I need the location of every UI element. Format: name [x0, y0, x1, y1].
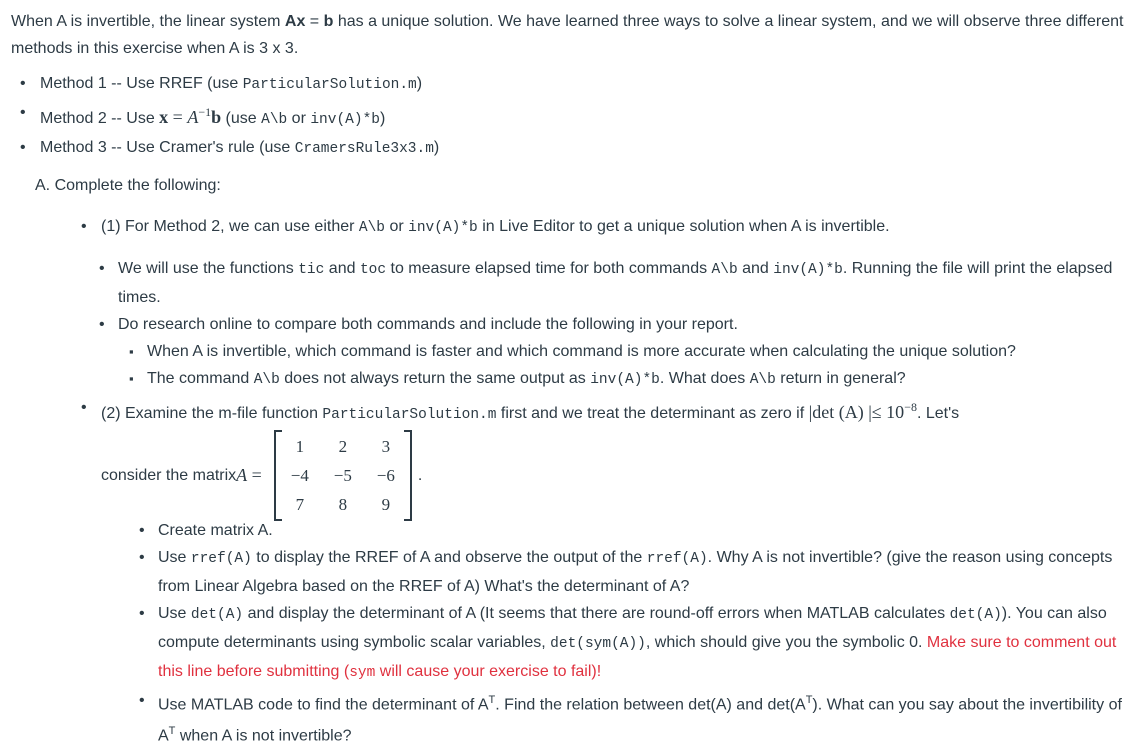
s3-code-2: det(A): [949, 607, 1002, 623]
q2-code-3: A\b: [749, 372, 776, 388]
s4-text-2: . Find the relation between det(A) and det(A: [495, 696, 806, 714]
consider-text: consider the matrix: [101, 466, 237, 484]
s2-text-3: . Why A is not invertible? (give the reason using concepts from Linear Algebra based on the RREF of A) What's the determinant of A?: [158, 549, 1113, 595]
task-1-code-1: A\b: [358, 220, 386, 236]
matrix-definition: [101, 425, 1137, 525]
s2-code-1: rref(A): [190, 551, 252, 567]
q2-text-3: . What does: [659, 370, 750, 387]
method-1-tail: ): [416, 75, 423, 92]
s3-text-4: , which should give you the symbolic 0.: [645, 634, 927, 651]
intro-text-2: has a unique solution. We have learned three ways to solve a linear system, and we will observe three different methods in this exercise when A is 3 x 3.: [11, 13, 1124, 57]
sub1-text-5: . Running the file will print the elapsed times.: [118, 260, 1113, 306]
s4-text-1: Use MATLAB code to find the determinant of A: [158, 696, 489, 714]
task-1-sub-2: [72, 311, 1137, 394]
method-3-text: Method 3 -- Use Cramer's rule (use: [40, 139, 295, 156]
det-condition-exp: −8: [904, 400, 917, 414]
s3-text-3: ). You can also compute determinants using symbolic scalar variables,: [158, 605, 1107, 651]
method-3-tail: ): [433, 139, 440, 156]
q2-text-1: The command: [147, 370, 254, 387]
method-2-or: or: [287, 110, 311, 127]
s2-code-2: rref(A): [646, 551, 708, 567]
tasks-list: [72, 213, 1137, 429]
q2-text-2: does not always return the same output as: [279, 370, 591, 387]
sub1-text-4: and: [737, 260, 774, 277]
task-1-text-1: (1) For Method 2, we can use either: [101, 218, 359, 235]
s3-code-3: det(sym(A)): [550, 636, 646, 652]
task-1-text-2: or: [385, 218, 409, 235]
sub1-text-3: to measure elapsed time for both commands: [386, 260, 712, 277]
method-2: [11, 99, 1137, 134]
task-2-sub-2: [112, 544, 1137, 600]
task-2-sub-1: • Create matrix A.: [112, 517, 1137, 544]
task-2-sub-4: [112, 687, 1137, 750]
s2-text-2: to display the RREF of A and observe the output of the: [251, 549, 647, 566]
task-1: [72, 213, 1137, 394]
warning-text-1: Make sure to comment out this line before submitting (: [158, 634, 1117, 680]
det-condition-text: |det (A) |≤ 10: [808, 402, 905, 422]
task-2-text-1: (2) Examine the m-file function: [101, 405, 323, 422]
method-1: [11, 70, 1137, 99]
math-eq: =: [168, 107, 188, 127]
q2-code-2: inv(A)*b: [590, 372, 660, 388]
method-2-mid: (use: [221, 110, 262, 127]
matrix-cell: 8: [338, 494, 348, 514]
method-2-math: [159, 107, 221, 127]
matrix-cell: 9: [381, 494, 391, 514]
matrix-cell: 3: [381, 436, 391, 456]
task-1-sub-1: [72, 255, 1137, 311]
warning-code: sym: [349, 665, 376, 681]
math-b: b: [211, 107, 222, 127]
s3-code-1: det(A): [190, 607, 244, 623]
task-1-sublist: [72, 255, 1137, 394]
matrix-cell: −6: [376, 465, 395, 485]
s4-text-4: when A is not invertible?: [175, 727, 352, 745]
matrix-period: .: [417, 466, 423, 484]
method-1-text: Method 1 -- Use RREF (use: [40, 75, 243, 92]
sub2-text: Do research online to compare both commands and include the following in your report.: [118, 316, 738, 333]
q2-code-1: A\b: [253, 372, 280, 388]
method-2-code-2: inv(A)*b: [310, 112, 380, 128]
task-2-sublist: [112, 517, 1137, 750]
s4-sup-1: T: [488, 694, 496, 706]
intro-b: b: [323, 13, 334, 30]
math-A: A: [187, 107, 199, 127]
matrix-cell: −4: [290, 465, 309, 485]
sub1-text-2: and: [324, 260, 360, 277]
task-2-text-2: first and we treat the determinant as zero if: [496, 405, 809, 422]
section-a-heading: A. Complete the following:: [35, 177, 221, 194]
s4-sup-3: T: [168, 725, 176, 738]
sub1-code-3: A\b: [711, 262, 738, 278]
det-condition: [809, 402, 917, 422]
task-2-code: ParticularSolution.m: [322, 407, 497, 423]
math-x: x: [159, 107, 169, 127]
sub1-text-1: We will use the functions: [118, 260, 299, 277]
method-2-text: Method 2 -- Use: [40, 110, 160, 127]
matrix-cell: 7: [295, 494, 305, 514]
sub1-code-toc: toc: [359, 262, 387, 278]
warning-text-2: will cause your exercise to fail)!: [375, 663, 602, 680]
task-2: [72, 394, 1137, 429]
task-2-sub-3: [112, 600, 1137, 687]
intro-ax: Ax: [284, 13, 306, 30]
matrix-lhs-A: A: [236, 464, 248, 485]
question-1: ▪ When A is invertible, which command is faster and which command is more accurate when calculating the unique solution?: [118, 338, 1137, 365]
intro-text-1: When A is invertible, the linear system: [11, 13, 285, 30]
sub1-code-4: inv(A)*b: [773, 262, 843, 278]
s2-text-1: Use: [158, 549, 191, 566]
sub1-code-tic: tic: [298, 262, 325, 278]
matrix-lhs: [236, 462, 262, 489]
task-1-code-2: inv(A)*b: [408, 220, 478, 236]
s4-text-3: ). What can you say about the invertibility of A: [158, 696, 1122, 745]
method-2-code-1: A\b: [261, 112, 288, 128]
method-2-tail: ): [379, 110, 386, 127]
matrix-cell: 1: [295, 436, 305, 456]
q2-text-4: return in general?: [775, 370, 906, 387]
matrix-cell: −5: [333, 465, 352, 485]
methods-list: [11, 70, 1137, 163]
method-1-code: ParticularSolution.m: [242, 77, 417, 93]
math-exp: −1: [198, 105, 212, 119]
task-1-text-3: in Live Editor to get a unique solution when A is invertible.: [477, 218, 890, 235]
method-3: [11, 134, 1137, 163]
question-2: [118, 365, 1137, 394]
task-1-sub-2-list: [118, 338, 1137, 394]
intro-paragraph: [11, 8, 1137, 62]
intro-eq: =: [305, 13, 324, 30]
matrix-lhs-eq: =: [247, 464, 262, 485]
task-2-text-3: . Let's: [916, 405, 960, 422]
matrix-cell: 2: [338, 436, 348, 456]
method-3-code: CramersRule3x3.m: [294, 141, 434, 157]
s3-text-2: and display the determinant of A (It seems that there are round-off errors when MATLAB calculates: [243, 605, 950, 622]
s4-sup-2: T: [805, 694, 813, 706]
matrix-A: [274, 430, 412, 521]
s3-text-1: Use: [158, 605, 191, 622]
